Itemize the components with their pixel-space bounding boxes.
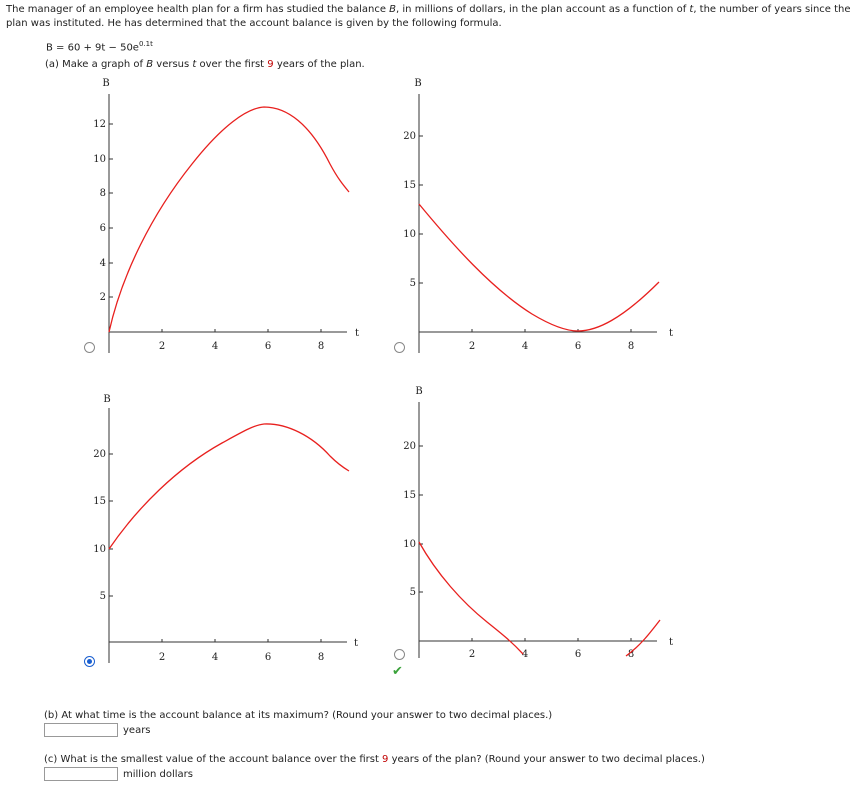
curve <box>419 204 659 331</box>
y-tick-20 <box>403 131 423 142</box>
svg-text:5: 5 <box>409 587 416 598</box>
svg-text:6: 6 <box>574 649 582 660</box>
y-tick-10 <box>403 229 423 240</box>
x-axis-label: t <box>354 328 360 339</box>
svg-text:15: 15 <box>403 180 416 191</box>
graph-option-2 <box>392 74 692 364</box>
y-tick-6 <box>100 223 113 234</box>
svg-text:10: 10 <box>403 539 416 550</box>
svg-text:2: 2 <box>468 341 476 352</box>
svg-text:6: 6 <box>264 341 272 352</box>
y-tick-12 <box>93 119 113 130</box>
part-c-answer-row <box>44 767 193 781</box>
svg-text:6: 6 <box>99 223 106 234</box>
graph-option-1 <box>82 74 382 364</box>
y-tick-20 <box>403 441 423 452</box>
y-tick-15 <box>403 180 423 191</box>
svg-text:4: 4 <box>521 649 529 660</box>
svg-text:2: 2 <box>99 292 106 303</box>
svg-text:2: 2 <box>158 341 166 352</box>
x-axis-label: t <box>668 637 674 648</box>
x-tick-2 <box>159 639 165 663</box>
x-tick-6 <box>265 639 271 663</box>
svg-text:6: 6 <box>574 341 582 352</box>
svg-text:8: 8 <box>627 341 635 352</box>
y-axis-label: B <box>103 394 111 405</box>
y-tick-10 <box>93 154 113 165</box>
max-time-input[interactable] <box>44 723 118 737</box>
svg-text:8: 8 <box>317 652 325 663</box>
part-b-question: (b) At what time is the account balance at its maximum? (Round your answer to two decimal places.) <box>44 710 553 721</box>
graph-option-4 <box>392 382 692 672</box>
part-b-answer-row <box>44 723 151 737</box>
unit-label: million dollars <box>123 768 193 780</box>
svg-text:6: 6 <box>264 652 272 663</box>
y-tick-2 <box>100 292 113 303</box>
checkmark-icon: ✔ <box>392 664 403 679</box>
svg-text:4: 4 <box>211 341 219 352</box>
graph-option-3 <box>82 388 382 678</box>
y-tick-5 <box>410 278 423 289</box>
svg-text:20: 20 <box>93 449 106 460</box>
x-axis-label: t <box>668 328 674 339</box>
y-axis-label: B <box>102 78 110 89</box>
y-tick-5 <box>410 587 423 598</box>
svg-text:5: 5 <box>99 591 106 602</box>
x-tick-4 <box>212 639 218 663</box>
svg-text:8: 8 <box>99 188 106 199</box>
y-tick-15 <box>93 496 113 507</box>
svg-text:15: 15 <box>403 490 416 501</box>
curve <box>109 424 349 549</box>
part-a-question: (a) Make a graph of B versus t over the first 9 years of the plan. <box>45 59 365 70</box>
svg-text:15: 15 <box>93 496 106 507</box>
y-tick-15 <box>403 490 423 501</box>
y-tick-8 <box>100 188 113 199</box>
y-axis-label: B <box>414 78 422 89</box>
svg-text:2: 2 <box>158 652 166 663</box>
svg-text:8: 8 <box>317 341 325 352</box>
curve <box>109 107 349 332</box>
problem-statement: The manager of an employee health plan for a firm has studied the balance B, in millions of dollars, in the plan account as a function of t, the number of years since the plan was instituted. He has determined that the account balance is given by the following formula. <box>6 4 851 29</box>
curve-segment-1 <box>419 542 523 654</box>
y-tick-4 <box>100 258 113 269</box>
svg-text:2: 2 <box>468 649 476 660</box>
x-tick-8 <box>318 639 324 663</box>
y-tick-10 <box>93 544 113 555</box>
svg-text:5: 5 <box>409 278 416 289</box>
svg-text:8: 8 <box>627 649 635 660</box>
svg-text:10: 10 <box>403 229 416 240</box>
x-axis-label: t <box>353 638 359 649</box>
svg-text:4: 4 <box>99 258 106 269</box>
svg-text:20: 20 <box>403 441 416 452</box>
svg-text:10: 10 <box>93 154 106 165</box>
svg-text:4: 4 <box>521 341 529 352</box>
formula: $B = 60 + 9t - 50e^{0.1t}$ <box>46 40 153 54</box>
min-balance-input[interactable] <box>44 767 118 781</box>
y-tick-20 <box>93 449 113 460</box>
part-c-question: (c) What is the smallest value of the account balance over the first 9 years of the plan? (Round your answer to two decimal places.) <box>44 754 705 765</box>
svg-text:10: 10 <box>93 544 106 555</box>
y-axis-label: B <box>415 386 423 397</box>
svg-text:12: 12 <box>93 119 106 130</box>
unit-label: years <box>123 724 151 736</box>
y-tick-5 <box>100 591 113 602</box>
svg-text:20: 20 <box>403 131 416 142</box>
svg-text:4: 4 <box>211 652 219 663</box>
